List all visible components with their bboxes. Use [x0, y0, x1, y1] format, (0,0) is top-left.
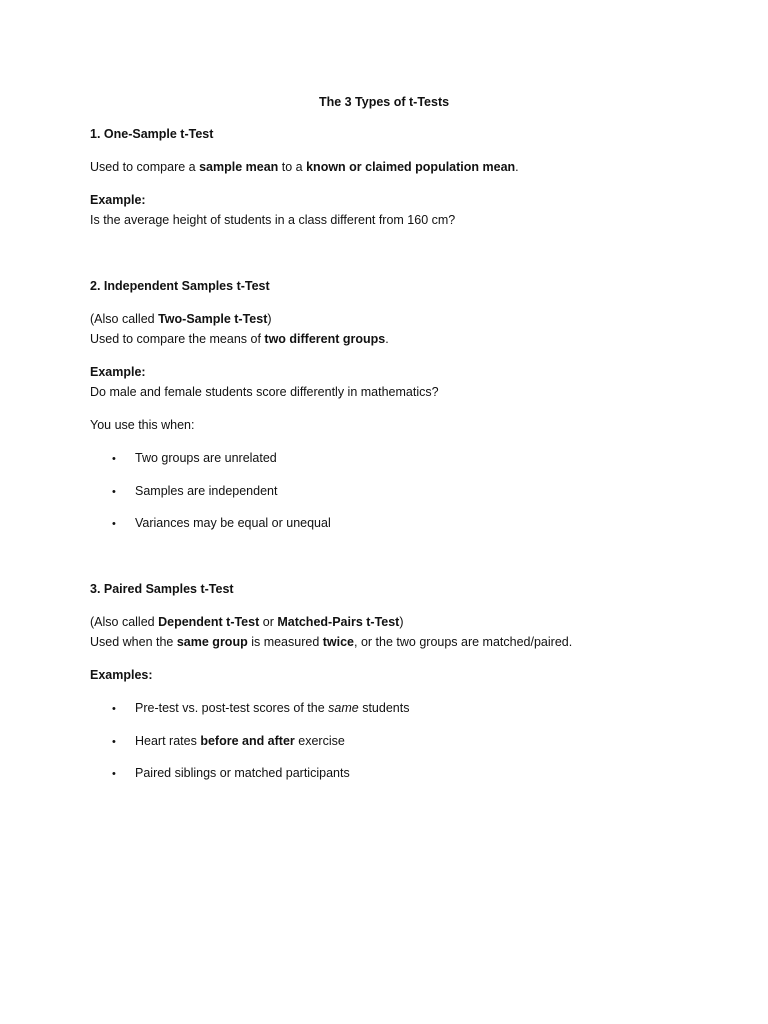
- list-item: [112, 515, 331, 532]
- text-run: Heart rates: [135, 734, 201, 748]
- emphasis-two-groups: two different groups: [264, 332, 386, 346]
- text-run: Pre-test vs. post-test scores of the: [135, 701, 329, 715]
- list-item: [112, 483, 277, 500]
- text-run: , or the two groups are matched/paired.: [354, 635, 573, 649]
- text-run: (Also called: [90, 312, 159, 326]
- emphasis-two-sample: Two-Sample t-Test: [158, 312, 268, 326]
- list-item: [112, 765, 350, 782]
- one-sample-description: [90, 159, 519, 175]
- emphasis-population-mean: known or claimed population mean: [306, 160, 516, 174]
- example-label: Example:: [90, 193, 146, 207]
- example-label: Example:: [90, 365, 146, 379]
- independent-aka: [90, 311, 272, 327]
- emphasis-dependent: Dependent t-Test: [158, 615, 260, 629]
- bullet-icon: •: [112, 736, 116, 748]
- text-run: ): [267, 312, 272, 326]
- emphasis-same-group: same group: [176, 635, 248, 649]
- use-when-label: You use this when:: [90, 418, 195, 432]
- text-run: Used to compare the means of: [90, 332, 265, 346]
- text-run: Used to compare a: [90, 160, 200, 174]
- list-item: [112, 733, 345, 750]
- section-heading-independent: 2. Independent Samples t-Test: [90, 279, 270, 293]
- text-run: is measured: [247, 635, 323, 649]
- examples-label: Examples:: [90, 668, 153, 682]
- emphasis-sample-mean: sample mean: [199, 160, 279, 174]
- independent-description: [90, 331, 389, 347]
- list-item-text: Samples are independent: [135, 484, 278, 498]
- emphasis-twice: twice: [322, 635, 355, 649]
- text-run: .: [515, 160, 519, 174]
- bullet-icon: •: [112, 518, 116, 530]
- emphasis-before-after: before and after: [200, 734, 295, 748]
- section-heading-paired: 3. Paired Samples t-Test: [90, 582, 234, 596]
- text-run: students: [358, 701, 410, 715]
- text-run: exercise: [294, 734, 345, 748]
- bullet-icon: •: [112, 453, 116, 465]
- list-item: [112, 450, 277, 467]
- list-item-text: Variances may be equal or unequal: [135, 516, 331, 530]
- bullet-icon: •: [112, 768, 116, 780]
- paired-aka: [90, 614, 404, 630]
- bullet-icon: •: [112, 703, 116, 715]
- text-run: to a: [278, 160, 307, 174]
- text-run: .: [385, 332, 389, 346]
- page-title: The 3 Types of t-Tests: [318, 95, 450, 109]
- text-run: ): [399, 615, 404, 629]
- list-item-text: Two groups are unrelated: [135, 451, 277, 465]
- section-heading-one-sample: 1. One-Sample t-Test: [90, 127, 214, 141]
- example-text: Do male and female students score differently in mathematics?: [90, 385, 439, 399]
- text-run: or: [259, 615, 278, 629]
- text-run: Used when the: [90, 635, 177, 649]
- emphasis-matched-pairs: Matched-Pairs t-Test: [277, 615, 400, 629]
- bullet-icon: •: [112, 486, 116, 498]
- emphasis-same: same: [328, 701, 359, 715]
- example-text: Is the average height of students in a class different from 160 cm?: [90, 213, 456, 227]
- list-item-text: Paired siblings or matched participants: [135, 766, 350, 780]
- paired-description: [90, 634, 572, 650]
- text-run: (Also called: [90, 615, 159, 629]
- list-item: [112, 700, 409, 717]
